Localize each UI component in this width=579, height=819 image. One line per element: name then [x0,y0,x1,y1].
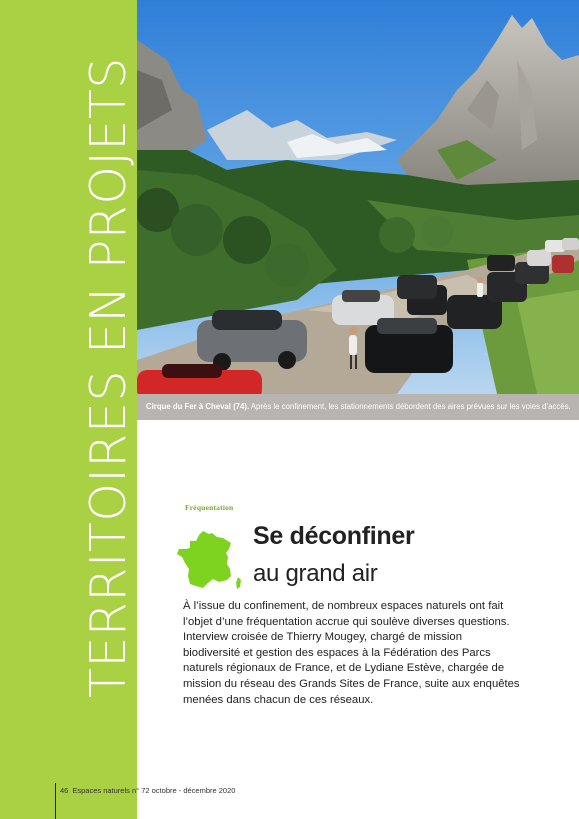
intro-line: mission du réseau des Grands Sites de France, suite aux enquêtes [183,677,520,690]
footer-rule [55,783,56,819]
photo-caption-location: Cirque du Fer à Cheval (74). [146,402,250,411]
france-map-icon [176,531,242,591]
intro-line: À l’issue du confinement, de nombreux espaces naturels ont fait [183,600,504,612]
article-intro [183,599,563,708]
article-photo [137,0,579,394]
section-title: TERRITOIRES EN PROJETS [80,57,137,698]
article-title-line-1: Se déconfiner [253,522,415,550]
photo-caption-text: Après le confinement, les stationnements débordent des aires prévues sur les voies d’accès. [249,402,571,411]
photo-caption [146,402,571,411]
intro-line: biodiversité et gestion des espaces à la Fédération des Parcs [183,646,491,659]
section-sidebar [0,0,137,819]
intro-line: naturels régionaux de France, et de Lydiane Estève, chargée de [183,662,505,675]
photo-caption-bar [137,394,579,420]
publication-info: Espaces naturels n° 72 octobre - décembre 2020 [72,786,236,795]
article-kicker: Fréquentation [185,503,234,512]
page-number: 46 [60,786,69,795]
intro-line: menées dans chacun de ces réseaux. [183,693,374,706]
article-title-line-2: au grand air [253,560,378,587]
intro-line: l’objet d’une fréquentation accrue qui soulève diverses questions. [183,615,510,628]
intro-line: Interview croisée de Thierry Mougey, chargé de mission [183,631,462,644]
page-footer [60,786,235,795]
